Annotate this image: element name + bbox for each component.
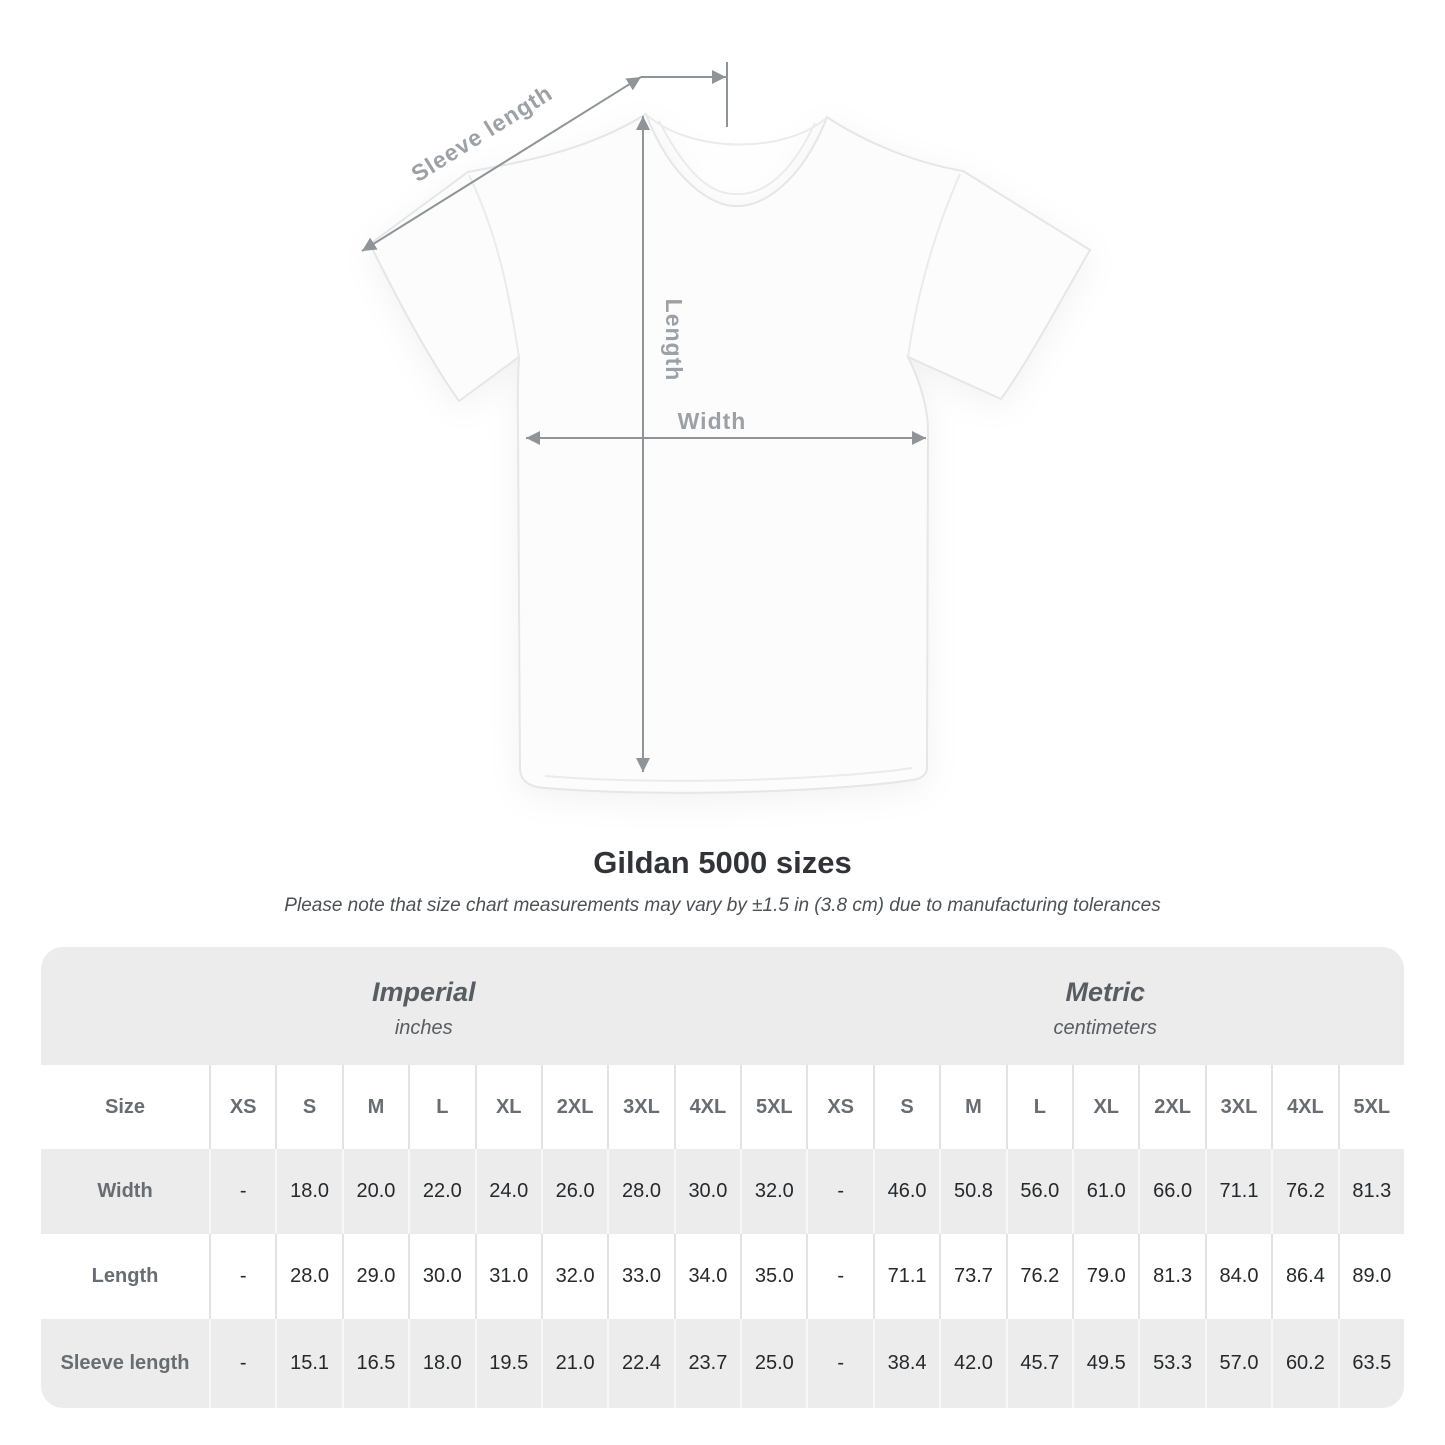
width-metric-2xl: 66.0 [1138, 1149, 1204, 1234]
sleeve-metric-xl: 49.5 [1072, 1319, 1138, 1408]
page-title: Gildan 5000 sizes [593, 845, 852, 880]
imperial-unit: inches [394, 1016, 453, 1039]
length-imperial-xs: - [209, 1234, 275, 1319]
header-imperial-xl: XL [475, 1065, 541, 1149]
width-imperial-xl: 24.0 [475, 1149, 541, 1234]
length-imperial-2xl: 32.0 [541, 1234, 607, 1319]
length-metric-m: 73.7 [939, 1234, 1005, 1319]
length-metric-4xl: 86.4 [1271, 1234, 1337, 1319]
sleeve-imperial-xs: - [209, 1319, 275, 1408]
width-imperial-3xl: 28.0 [607, 1149, 673, 1234]
sleeve-imperial-5xl: 25.0 [740, 1319, 806, 1408]
header-metric-l: L [1006, 1065, 1072, 1149]
sleeve-metric-4xl: 60.2 [1271, 1319, 1337, 1408]
length-metric-xl: 79.0 [1072, 1234, 1138, 1319]
width-metric-4xl: 76.2 [1271, 1149, 1337, 1234]
header-imperial-2xl: 2XL [541, 1065, 607, 1149]
sleeve-metric-5xl: 63.5 [1338, 1319, 1404, 1408]
imperial-group-header [41, 947, 806, 1065]
header-metric-xs: XS [806, 1065, 872, 1149]
metric-unit: centimeters [1053, 1016, 1157, 1039]
width-metric-m: 50.8 [939, 1149, 1005, 1234]
length-imperial-3xl: 33.0 [607, 1234, 673, 1319]
width-imperial-2xl: 26.0 [541, 1149, 607, 1234]
tolerance-note: Please note that size chart measurements may vary by ±1.5 in (3.8 cm) due to manufacturing tolerances [284, 895, 1161, 916]
length-metric-xs: - [806, 1234, 872, 1319]
sleeve-imperial-3xl: 22.4 [607, 1319, 673, 1408]
row-label-sleeve-length: Sleeve length [41, 1319, 209, 1408]
width-imperial-xs: - [209, 1149, 275, 1234]
width-imperial-5xl: 32.0 [740, 1149, 806, 1234]
length-imperial-l: 30.0 [408, 1234, 474, 1319]
width-label: Width [677, 408, 747, 434]
header-metric-xl: XL [1072, 1065, 1138, 1149]
sleeve-metric-2xl: 53.3 [1138, 1319, 1204, 1408]
header-metric-3xl: 3XL [1205, 1065, 1271, 1149]
header-metric-s: S [873, 1065, 939, 1149]
length-imperial-4xl: 34.0 [674, 1234, 740, 1319]
width-imperial-l: 22.0 [408, 1149, 474, 1234]
size-column-header: Size [41, 1065, 209, 1149]
sleeve-length-label: Sleeve length [406, 79, 558, 187]
width-imperial-m: 20.0 [342, 1149, 408, 1234]
sleeve-metric-l: 45.7 [1006, 1319, 1072, 1408]
length-imperial-5xl: 35.0 [740, 1234, 806, 1319]
width-metric-5xl: 81.3 [1338, 1149, 1404, 1234]
width-imperial-4xl: 30.0 [674, 1149, 740, 1234]
sleeve-imperial-4xl: 23.7 [674, 1319, 740, 1408]
sleeve-imperial-m: 16.5 [342, 1319, 408, 1408]
header-imperial-4xl: 4XL [674, 1065, 740, 1149]
width-metric-l: 56.0 [1006, 1149, 1072, 1234]
header-metric-2xl: 2XL [1138, 1065, 1204, 1149]
header-imperial-m: M [342, 1065, 408, 1149]
row-label-length: Length [41, 1234, 209, 1319]
sleeve-imperial-s: 15.1 [275, 1319, 341, 1408]
header-metric-5xl: 5XL [1338, 1065, 1404, 1149]
header-metric-4xl: 4XL [1271, 1065, 1337, 1149]
tshirt-shape [370, 114, 1090, 793]
length-imperial-xl: 31.0 [475, 1234, 541, 1319]
header-imperial-s: S [275, 1065, 341, 1149]
sleeve-metric-xs: - [806, 1319, 872, 1408]
header-imperial-5xl: 5XL [740, 1065, 806, 1149]
width-metric-s: 46.0 [873, 1149, 939, 1234]
width-metric-xs: - [806, 1149, 872, 1234]
width-metric-xl: 61.0 [1072, 1149, 1138, 1234]
length-metric-3xl: 84.0 [1205, 1234, 1271, 1319]
width-imperial-s: 18.0 [275, 1149, 341, 1234]
length-metric-l: 76.2 [1006, 1234, 1072, 1319]
metric-label: Metric [1065, 976, 1145, 1007]
row-label-width: Width [41, 1149, 209, 1234]
header-imperial-3xl: 3XL [607, 1065, 673, 1149]
size-table [41, 947, 1404, 1408]
header-metric-m: M [939, 1065, 1005, 1149]
metric-group-header [806, 947, 1404, 1065]
width-metric-3xl: 71.1 [1205, 1149, 1271, 1234]
length-label: Length [661, 298, 687, 382]
length-imperial-s: 28.0 [275, 1234, 341, 1319]
sleeve-metric-3xl: 57.0 [1205, 1319, 1271, 1408]
sleeve-metric-s: 38.4 [873, 1319, 939, 1408]
length-metric-2xl: 81.3 [1138, 1234, 1204, 1319]
sleeve-metric-m: 42.0 [939, 1319, 1005, 1408]
length-metric-5xl: 89.0 [1338, 1234, 1404, 1319]
header-imperial-l: L [408, 1065, 474, 1149]
sleeve-imperial-xl: 19.5 [475, 1319, 541, 1408]
sleeve-imperial-l: 18.0 [408, 1319, 474, 1408]
imperial-label: Imperial [371, 976, 476, 1007]
header-imperial-xs: XS [209, 1065, 275, 1149]
length-imperial-m: 29.0 [342, 1234, 408, 1319]
length-metric-s: 71.1 [873, 1234, 939, 1319]
sleeve-imperial-2xl: 21.0 [541, 1319, 607, 1408]
